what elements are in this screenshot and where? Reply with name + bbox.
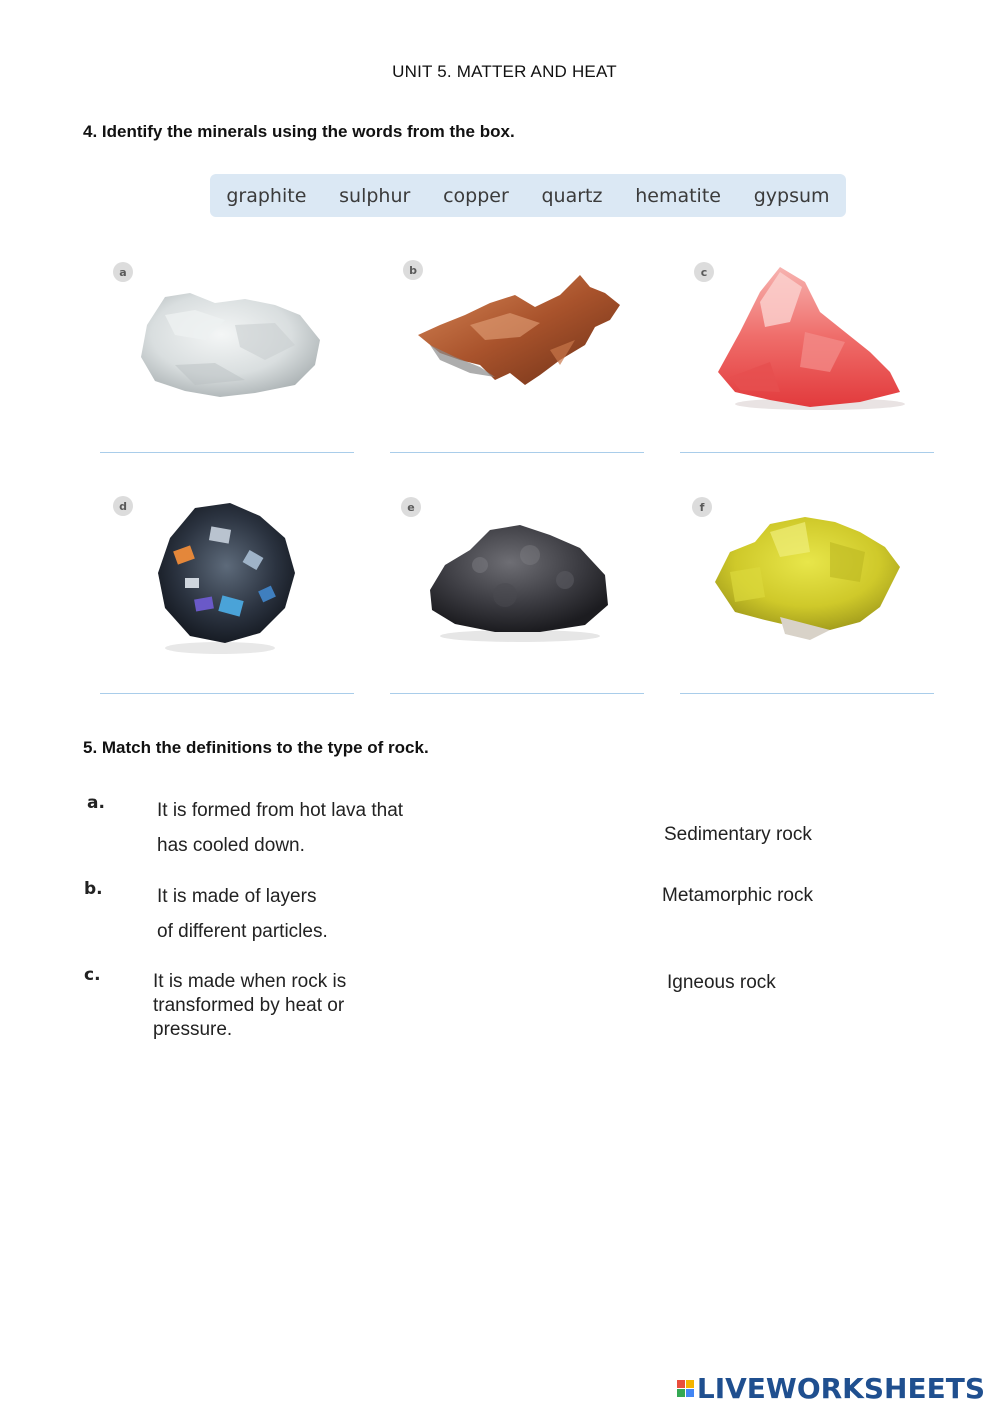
item-a-badge: a (113, 262, 133, 282)
answer-field-a[interactable] (100, 452, 354, 453)
answer-field-d[interactable] (100, 693, 354, 694)
rock-type-sedimentary[interactable]: Sedimentary rock (664, 824, 812, 845)
answer-field-f[interactable] (680, 693, 934, 694)
word-sulphur: sulphur (339, 184, 411, 207)
definition-c-text (153, 970, 346, 1042)
definition-a-line-2: has cooled down. (157, 835, 305, 856)
answer-input-f[interactable] (680, 664, 938, 694)
liveworksheets-logo (677, 1372, 985, 1405)
rock-type-igneous[interactable]: Igneous rock (667, 972, 776, 993)
word-copper: copper (443, 184, 509, 207)
logo-grid-icon (677, 1380, 694, 1397)
definition-c-line-3: pressure. (153, 1019, 233, 1040)
logo-square-red (677, 1380, 685, 1388)
item-e-badge: e (401, 497, 421, 517)
definition-b-text (157, 879, 328, 949)
rock-type-metamorphic[interactable]: Metamorphic rock (662, 885, 813, 906)
logo-square-yellow (686, 1380, 694, 1388)
copper-nugget-icon (410, 265, 630, 395)
definition-b-line-2: of different particles. (157, 921, 328, 942)
question-5-heading: 5. Match the definitions to the type of rock. (83, 738, 429, 757)
logo-square-green (677, 1389, 685, 1397)
yellow-sulphur-crystal-icon (710, 512, 905, 647)
word-gypsum: gypsum (753, 184, 830, 207)
definition-c-line-1: It is made when rock is (153, 971, 347, 992)
item-c-badge: c (694, 262, 714, 282)
answer-field-e[interactable] (390, 693, 644, 694)
definition-a-text (157, 793, 403, 863)
item-d-badge: d (113, 496, 133, 516)
definition-c-letter: c. (84, 965, 101, 985)
answer-input-b[interactable] (390, 423, 648, 453)
question-4-heading: 4. Identify the minerals using the words from the box. (83, 122, 515, 141)
definition-c-line-2: transformed by heat or (153, 995, 345, 1016)
word-quartz: quartz (541, 184, 603, 207)
pink-quartz-crystal-icon (710, 262, 910, 412)
logo-text: LIVEWORKSHEETS (696, 1372, 985, 1405)
white-gypsum-rock-icon (135, 285, 325, 405)
iridescent-hematite-icon (150, 498, 305, 658)
word-graphite: graphite (226, 184, 307, 207)
answer-input-d[interactable] (100, 664, 358, 694)
page-title: UNIT 5. MATTER AND HEAT (392, 62, 617, 81)
definition-b-line-1: It is made of layers (157, 886, 317, 907)
logo-square-blue (686, 1389, 694, 1397)
answer-input-e[interactable] (390, 664, 648, 694)
definition-b-letter: b. (84, 879, 103, 899)
dark-graphite-rock-icon (420, 520, 615, 645)
item-f-badge: f (692, 497, 712, 517)
answer-input-a[interactable] (100, 423, 358, 453)
definition-a-letter: a. (87, 793, 105, 813)
answer-field-c[interactable] (680, 452, 934, 453)
word-box (210, 174, 846, 217)
word-hematite: hematite (635, 184, 721, 207)
answer-field-b[interactable] (390, 452, 644, 453)
answer-input-c[interactable] (680, 423, 938, 453)
definition-a-line-1: It is formed from hot lava that (157, 800, 404, 821)
item-b-badge: b (403, 260, 423, 280)
